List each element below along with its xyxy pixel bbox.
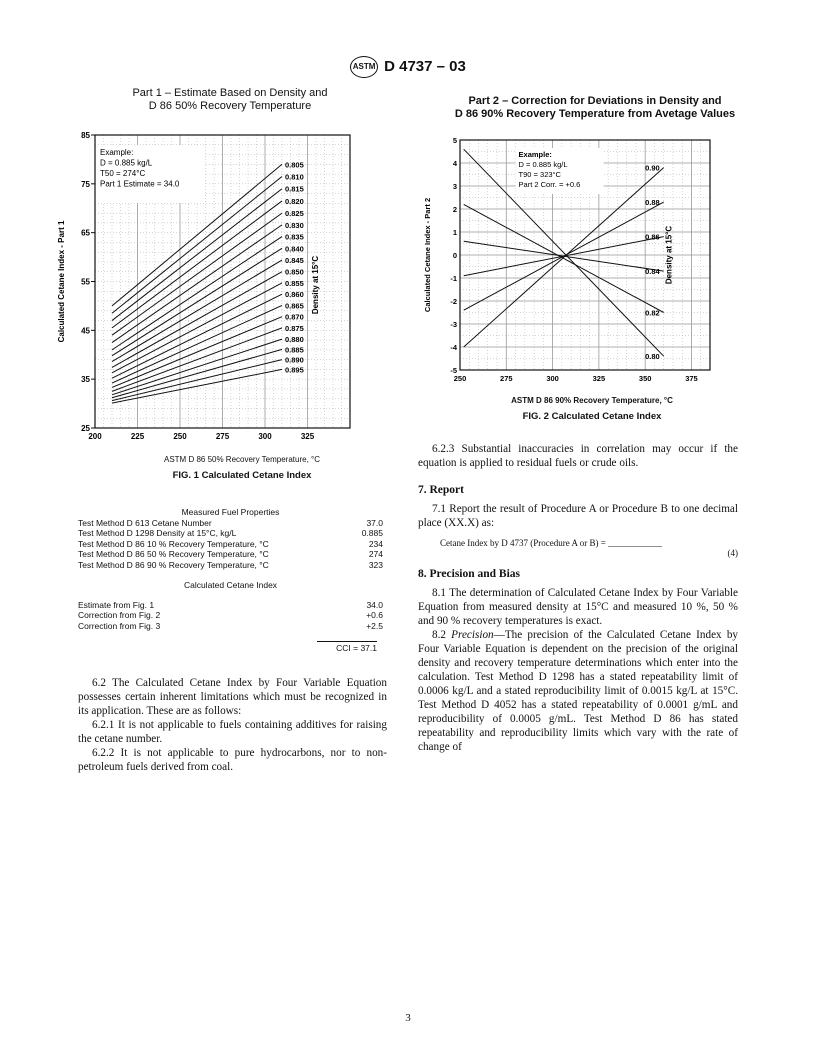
density-label: 0.815 bbox=[285, 184, 304, 194]
density-label: 0.90 bbox=[645, 163, 660, 173]
fig2-caption: FIG. 2 Calculated Cetane Index bbox=[522, 411, 662, 422]
para-6-2-3: 6.2.3 Substantial inaccuracies in correlation may occur if the equation is applied to residual fuels or crude oils. bbox=[418, 443, 738, 469]
row-label: Correction from Fig. 2 bbox=[78, 610, 161, 620]
y-axis-label: Calculated Cetane Index - Part 1 bbox=[57, 220, 66, 343]
row-value: 0.885 bbox=[361, 528, 383, 538]
para-6-2-2: 6.2.2 It is not applicable to pure hydrocarbons, nor to non-petroleum fuels derived from coal. bbox=[78, 747, 387, 773]
table-heading-2: Calculated Cetane Index bbox=[183, 580, 278, 590]
table-heading: Measured Fuel Properties bbox=[181, 507, 280, 517]
table-row bbox=[78, 539, 383, 550]
y-tick-label: 1 bbox=[452, 228, 457, 237]
row-label: Estimate from Fig. 1 bbox=[78, 599, 155, 610]
equation-4: Cetane Index by D 4737 (Procedure A or B) = ____________ bbox=[440, 538, 663, 548]
x-tick-label: 300 bbox=[258, 432, 272, 441]
astm-logo: ASTM bbox=[350, 56, 378, 78]
density-label: 0.880 bbox=[285, 335, 304, 345]
density-label: 0.850 bbox=[285, 267, 304, 277]
density-label: 0.895 bbox=[285, 365, 304, 375]
example-text: D = 0.885 kg/L bbox=[100, 158, 153, 168]
density-label: 0.88 bbox=[645, 198, 660, 208]
x-tick-label: 250 bbox=[173, 432, 187, 441]
y-axis-label: Calculated Cetane Index - Part 2 bbox=[423, 197, 432, 313]
fig2-xlabel: ASTM D 86 90% Recovery Temperature, °C bbox=[511, 396, 673, 405]
density-label: 0.875 bbox=[285, 323, 304, 333]
density-label: 0.885 bbox=[285, 345, 304, 355]
x-tick-label: 200 bbox=[88, 432, 102, 441]
fig2-title: Part 2 – Correction for Deviations in Density and D 86 90% Recovery Temperature from Avetage Values bbox=[454, 95, 736, 120]
y-tick-label: 65 bbox=[81, 228, 90, 238]
density-axis-label: Density at 15°C bbox=[311, 255, 320, 315]
equation-number: (4) bbox=[727, 548, 738, 558]
y-tick-label: 3 bbox=[452, 182, 457, 191]
x-tick-label: 300 bbox=[546, 374, 559, 383]
y-tick-label: 55 bbox=[81, 277, 90, 287]
row-label: Test Method D 86 10 % Recovery Temperature, °C bbox=[78, 538, 269, 549]
table-row bbox=[78, 610, 383, 621]
density-label: 0.84 bbox=[645, 267, 660, 277]
left-column-text bbox=[78, 676, 387, 774]
table-row bbox=[78, 549, 383, 560]
x-tick-label: 225 bbox=[130, 432, 145, 441]
page-header bbox=[0, 56, 816, 78]
fig1-xlabel: ASTM D 86 50% Recovery Temperature, °C bbox=[164, 455, 320, 464]
y-tick-label: 5 bbox=[452, 136, 457, 145]
density-label: 0.805 bbox=[285, 160, 304, 170]
para-8-2: 8.2 Precision—The precision of the Calculated Cetane Index by Four Variable Equation is dependent on the precision of the original density and recovery temperature determinations which enter into the calculation. Test Method D 1298 has a stated repeatability limit of 0.0006 kg/L and a stated reproducibility limit of 0.0015 kg/L at 15°C. Test Method D 4052 has a stated repeatability of 0.0001 g/mL and reproducibility of 0.0005 g/mL. Test Method D 86 has stated repeatability and reproducibility limits which vary with the rate of change of bbox=[418, 629, 739, 753]
density-label: 0.855 bbox=[285, 278, 304, 288]
cci-total: CCI = 37.1 bbox=[336, 643, 377, 653]
document-id: D 4737 – 03 bbox=[384, 57, 466, 75]
density-label: 0.820 bbox=[285, 196, 304, 206]
y-tick-label: 85 bbox=[81, 131, 90, 140]
x-tick-label: 325 bbox=[592, 374, 606, 383]
fuel-properties bbox=[78, 518, 383, 571]
y-tick-label: -3 bbox=[450, 320, 457, 329]
row-value: 234 bbox=[368, 538, 383, 549]
y-tick-label: 4 bbox=[452, 159, 457, 168]
y-tick-label: 2 bbox=[452, 205, 457, 214]
page-number: 3 bbox=[405, 1012, 411, 1024]
density-line bbox=[464, 168, 664, 347]
density-label: 0.835 bbox=[285, 232, 304, 242]
row-value: +2.5 bbox=[366, 620, 383, 631]
density-label: 0.865 bbox=[285, 301, 304, 311]
para-7-1: 7.1 Report the result of Procedure A or Procedure B to one decimal place (XX.X) as: bbox=[418, 503, 738, 529]
x-tick-label: 375 bbox=[685, 374, 698, 383]
example-text: D = 0.885 kg/L bbox=[518, 160, 568, 169]
density-label: 0.830 bbox=[285, 220, 304, 230]
density-label: 0.810 bbox=[285, 172, 304, 182]
y-tick-label: -1 bbox=[450, 274, 457, 283]
fig2-chart bbox=[420, 132, 760, 394]
y-tick-label: 35 bbox=[81, 375, 90, 385]
row-label: Test Method D 86 50 % Recovery Temperature, °C bbox=[78, 549, 269, 559]
table-row bbox=[78, 560, 383, 571]
example-text: T50 = 274°C bbox=[100, 169, 146, 178]
example-table bbox=[78, 507, 383, 655]
row-label: Test Method D 1298 Density at 15°C, kg/L bbox=[78, 528, 237, 538]
y-tick-label: -5 bbox=[450, 366, 457, 375]
y-tick-label: 75 bbox=[81, 179, 90, 189]
table-row bbox=[78, 518, 383, 529]
fig1-title: Part 1 – Estimate Based on Density and D 86 50% Recovery Temperature bbox=[132, 87, 328, 112]
x-tick-label: 275 bbox=[500, 374, 513, 383]
density-label: 0.825 bbox=[285, 209, 304, 219]
para-6-2: 6.2 The Calculated Cetane Index by Four Variable Equation possesses certain inherent limitations which must be recognized in its application. These are as follows: bbox=[78, 677, 387, 717]
density-label: 0.82 bbox=[645, 308, 660, 318]
sum-rule bbox=[317, 641, 377, 642]
density-label: 0.845 bbox=[285, 256, 304, 266]
row-value: 34.0 bbox=[366, 599, 383, 610]
section-7-heading: 7. Report bbox=[418, 484, 464, 496]
density-label: 0.870 bbox=[285, 312, 304, 322]
y-tick-label: -4 bbox=[450, 343, 457, 352]
cci-components bbox=[78, 600, 383, 632]
example-text: Example: bbox=[518, 150, 552, 159]
section-8-heading: 8. Precision and Bias bbox=[418, 568, 521, 580]
table-row bbox=[78, 600, 383, 611]
fig1-caption: FIG. 1 Calculated Cetane Index bbox=[172, 470, 312, 481]
row-label: Correction from Fig. 3 bbox=[78, 620, 161, 631]
para-6-2-1: 6.2.1 It is not applicable to fuels containing additives for raising the cetane number. bbox=[78, 719, 387, 745]
density-label: 0.840 bbox=[285, 244, 304, 254]
density-line bbox=[464, 204, 664, 312]
row-value: 274 bbox=[368, 549, 383, 559]
row-value: 37.0 bbox=[366, 517, 383, 528]
x-tick-label: 250 bbox=[453, 374, 467, 383]
row-label: Test Method D 613 Cetane Number bbox=[78, 517, 212, 528]
density-axis-label: Density at 15°C bbox=[664, 225, 674, 285]
example-text: Example: bbox=[100, 148, 134, 157]
table-row bbox=[78, 621, 383, 632]
row-label: Test Method D 86 90 % Recovery Temperature, °C bbox=[78, 559, 269, 570]
y-tick-label: 45 bbox=[81, 326, 90, 336]
density-label: 0.80 bbox=[645, 352, 660, 362]
fig1-chart bbox=[50, 125, 390, 455]
x-tick-label: 275 bbox=[215, 432, 230, 441]
example-text: T90 = 323°C bbox=[518, 170, 561, 179]
para-8-1: 8.1 The determination of Calculated Cetane Index by Four Variable Equation from measured density at 15°C and measured 10 %, 50 % and 90 % recovery temperatures is exact. bbox=[418, 587, 738, 627]
example-text: Part 2 Corr. = +0.6 bbox=[518, 180, 581, 189]
row-value: +0.6 bbox=[366, 610, 383, 620]
example-text: Part 1 Estimate = 34.0 bbox=[100, 179, 180, 189]
x-tick-label: 350 bbox=[638, 374, 652, 383]
table-row bbox=[78, 528, 383, 539]
x-tick-label: 325 bbox=[300, 432, 315, 441]
cci-total-row bbox=[78, 641, 383, 655]
density-label: 0.890 bbox=[285, 355, 304, 365]
right-column-text bbox=[418, 442, 738, 754]
density-label: 0.86 bbox=[645, 232, 660, 242]
row-value: 323 bbox=[368, 559, 383, 570]
density-label: 0.860 bbox=[285, 290, 304, 300]
y-tick-label: -2 bbox=[450, 297, 457, 306]
y-tick-label: 25 bbox=[81, 424, 90, 433]
y-tick-label: 0 bbox=[452, 251, 457, 260]
